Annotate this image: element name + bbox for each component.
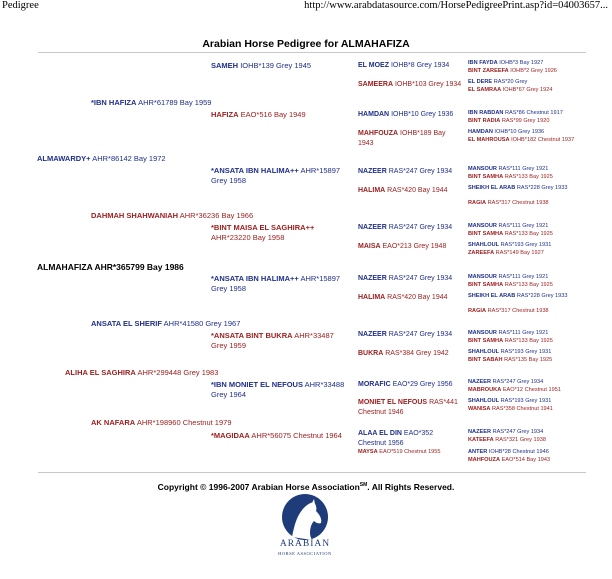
subject-horse: [37, 262, 184, 272]
pedigree-entry: MONIET EL NEFOUS RAS*441 Chestnut 1946: [358, 399, 458, 416]
pedigree-entry: BINT SAMHA RAS*133 Bay 1925: [468, 231, 553, 237]
page-title: Arabian Horse Pedigree for ALMAHAFIZA: [202, 38, 410, 50]
pedigree-entry: BINT SAMHA RAS*133 Bay 1925: [468, 338, 553, 344]
pedigree-entry: ZAREEFA RAS*149 Bay 1927: [468, 250, 544, 256]
pedigree-entry: MAYSA EAO*519 Chestnut 1955: [358, 449, 441, 455]
pedigree-entry: ALAA EL DIN EAO*352 Chestnut 1956: [358, 430, 434, 447]
pedigree-entry: MANSOUR RAS*111 Grey 1921: [468, 223, 549, 229]
pedigree-entry: MABROUKA EAO*12 Chestnut 1951: [468, 387, 561, 393]
pedigree-entry: AK NAFARA AHR*198960 Chestnut 1979: [91, 418, 232, 427]
pedigree-entry: HALIMA RAS*420 Bay 1944: [358, 294, 448, 301]
pedigree-entry: MANSOUR RAS*111 Grey 1921: [468, 274, 549, 280]
pedigree-entry: WANISA RAS*358 Chestnut 1941: [468, 406, 553, 412]
pedigree-entry: IBN FAYDA IOHB*3 Bay 1927: [468, 60, 544, 66]
browser-page-title: Pedigree: [2, 0, 39, 11]
pedigree-entry: *BINT MAISA EL SAGHIRA++ AHR*23220 Bay 1958: [211, 223, 315, 242]
pedigree-entry: RAGIA RAS*317 Chestnut 1938: [468, 200, 549, 206]
pedigree-entry: *ANSATA BINT BUKRA AHR*33487 Grey 1959: [211, 331, 334, 350]
pedigree-entry: ANTER IOHB*28 Chestnut 1946: [468, 449, 549, 455]
pedigree-entry: *IBN HAFIZA AHR*61789 Bay 1959: [91, 98, 212, 107]
logo-wordmark: ARABIAN: [279, 539, 331, 549]
pedigree-entry: BUKRA RAS*384 Grey 1942: [358, 350, 449, 357]
pedigree-entry: SHAHLOUL RAS*193 Grey 1931: [468, 398, 552, 404]
pedigree-entry: SHEIKH EL ARAB RAS*228 Grey 1933: [468, 185, 568, 191]
browser-page-url: http://www.arabdatasource.com/HorsePedigreePrint.asp?id=04003657...: [304, 0, 608, 11]
pedigree-entry: BINT ZAREEFA IOHB*2 Grey 1926: [468, 68, 557, 74]
pedigree-entry: SHAHLOUL RAS*193 Grey 1931: [468, 349, 552, 355]
pedigree-entry: DAHMAH SHAHWANIAH AHR*36236 Bay 1966: [91, 211, 254, 220]
pedigree-entry: MAHFOUZA EAO*514 Bay 1943: [468, 457, 551, 463]
pedigree-entry: ALIHA EL SAGHIRA AHR*299448 Grey 1983: [65, 368, 219, 377]
pedigree-entry: NAZEER RAS*247 Grey 1934: [358, 275, 453, 282]
pedigree-entry: *IBN MONIET EL NEFOUS AHR*33488 Grey 1964: [211, 380, 345, 399]
pedigree-entry: EL DERE RAS*20 Grey: [468, 79, 528, 85]
pedigree-entry: MAISA EAO*213 Grey 1948: [358, 243, 447, 250]
pedigree-entry: NAZEER RAS*247 Grey 1934: [358, 224, 453, 231]
pedigree-entry: BINT SAMHA RAS*133 Bay 1925: [468, 282, 553, 288]
pedigree-entry: SHAHLOUL RAS*193 Grey 1931: [468, 242, 552, 248]
pedigree-entry: *ANSATA IBN HALIMA++ AHR*15897 Grey 1958: [211, 166, 341, 185]
pedigree-entry: SAMEH IOHB*139 Grey 1945: [211, 61, 312, 70]
pedigree-entry: *MAGIDAA AHR*56075 Chestnut 1964: [211, 431, 342, 440]
pedigree-entry: MANSOUR RAS*111 Grey 1921: [468, 166, 549, 172]
pedigree-entry: RAGIA RAS*317 Chestnut 1938: [468, 308, 549, 314]
pedigree-entry: ALMAWARDY+ AHR*86142 Bay 1972: [37, 154, 166, 163]
pedigree-entry: EL MAHROUSA IOHB*182 Chestnut 1937: [468, 137, 575, 143]
pedigree-entry: ANSATA EL SHERIF AHR*41580 Grey 1967: [91, 319, 241, 328]
subject-info: AHR*365799 Bay 1986: [94, 262, 184, 272]
pedigree-entry: NAZEER RAS*247 Grey 1934: [468, 429, 544, 435]
pedigree-entry: EL MOEZ IOHB*8 Grey 1934: [358, 62, 450, 69]
pedigree-entry: IBN RABDAN RAS*86 Chestnut 1917: [468, 110, 563, 116]
logo-subtext: HORSE ASSOCIATION: [278, 551, 332, 556]
pedigree-entry: HALIMA RAS*420 Bay 1944: [358, 187, 448, 194]
pedigree-entry: SAMEERA IOHB*103 Grey 1934: [358, 81, 462, 88]
pedigree-entry: HAMDAN IOHB*10 Grey 1936: [358, 111, 454, 118]
pedigree-entry: NAZEER RAS*247 Grey 1934: [468, 379, 544, 385]
pedigree-entry: HAMDAN IOHB*10 Grey 1936: [468, 129, 545, 135]
pedigree-entry: MANSOUR RAS*111 Grey 1921: [468, 330, 549, 336]
top-divider: [38, 52, 586, 53]
pedigree-entry: BINT SAMHA RAS*133 Bay 1925: [468, 174, 553, 180]
subject-name: ALMAHAFIZA: [37, 262, 93, 272]
pedigree-entry: NAZEER RAS*247 Grey 1934: [358, 168, 453, 175]
copyright-notice: Copyright © 1996-2007 Arabian Horse Association℠. All Rights Reserved.: [157, 482, 455, 492]
bottom-divider: [38, 472, 586, 473]
pedigree-entry: MAHFOUZA IOHB*189 Bay 1943: [358, 130, 446, 147]
pedigree-entry: SHEIKH EL ARAB RAS*228 Grey 1933: [468, 293, 568, 299]
pedigree-entry: HAFIZA EAO*516 Bay 1949: [211, 110, 306, 119]
pedigree-entry: NAZEER RAS*247 Grey 1934: [358, 331, 453, 338]
pedigree-entry: BINT SABAH RAS*135 Bay 1925: [468, 357, 553, 363]
pedigree-entry: *ANSATA IBN HALIMA++ AHR*15897 Grey 1958: [211, 274, 341, 293]
pedigree-entry: KATEEFA RAS*321 Grey 1938: [468, 437, 546, 443]
pedigree-entry: EL SAMRAA IOHB*67 Grey 1924: [468, 87, 553, 93]
pedigree-entry: BINT RADIA RAS*99 Grey 1920: [468, 118, 550, 124]
pedigree-entry: MORAFIC EAO*29 Grey 1956: [358, 381, 453, 388]
